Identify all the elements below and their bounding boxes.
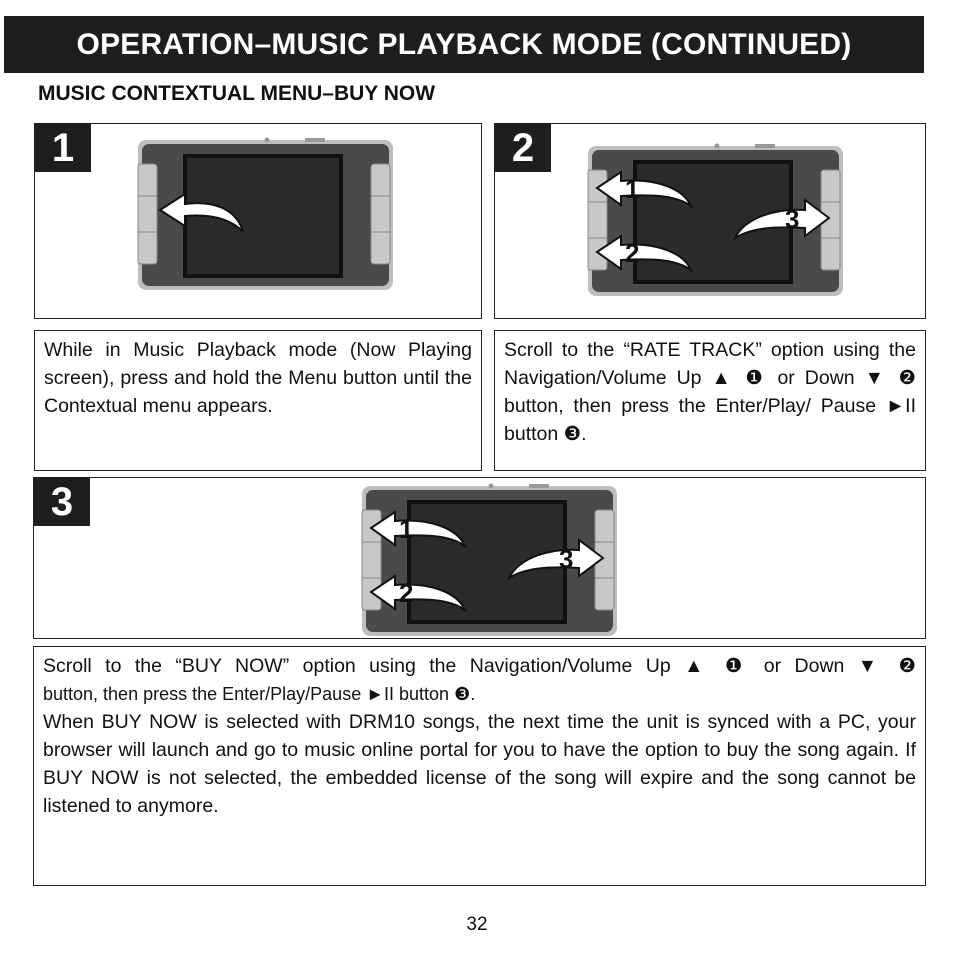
step-3-text-para2: When BUY NOW is selected with DRM10 songs, the next time the unit is synced with a PC, your browser will launch and go to music online portal for you to have the option to buy the song again. If BUY NOW is not selected, the embedded license of the song will expire and the song cannot be listened to anymore. [43, 711, 916, 817]
device-image-step-2 [585, 142, 847, 300]
page-number: 32 [466, 914, 488, 935]
step-1-text: While in Music Playback mode (Now Playing screen), press and hold the Menu button until the Contextual menu appears. [44, 339, 472, 417]
page-header: OPERATION–MUSIC PLAYBACK MODE (CONTINUED) [4, 16, 924, 73]
step-3-text-line2: button, then press the Enter/Play/Pause ►II button ❸. [43, 684, 476, 704]
device-image-step-1 [135, 136, 397, 294]
step-3-text-panel [33, 646, 926, 886]
section-title: MUSIC CONTEXTUAL MENU–BUY NOW [38, 82, 436, 105]
step-2-number: 2 [495, 124, 551, 172]
callout-3-label: 3 [785, 204, 800, 234]
callout-2-label: 2 [625, 238, 640, 268]
step-3-text-line1: Scroll to the “BUY NOW” option using the Navigation/Volume Up ▲ ❶ or Down ▼ ❷ [43, 655, 916, 677]
callout-1-label: 1 [399, 514, 414, 544]
step-1-number: 1 [35, 124, 91, 172]
step-1-image-panel [34, 123, 482, 319]
callout-1-label: 1 [625, 174, 640, 204]
step-2-text-panel [494, 330, 926, 471]
callout-2-label: 2 [399, 578, 414, 608]
step-1-text-panel [34, 330, 482, 471]
step-3-number: 3 [34, 478, 90, 526]
step-3-image-panel [33, 477, 926, 639]
step-2-text: Scroll to the “RATE TRACK” option using the Navigation/Volume Up ▲ ❶ or Down ▼ ❷ button, then press the Enter/Play/ Pause ►II button ❸. [504, 339, 916, 445]
callout-3-label: 3 [559, 544, 574, 574]
step-2-image-panel [494, 123, 926, 319]
device-image-step-3 [359, 482, 621, 640]
